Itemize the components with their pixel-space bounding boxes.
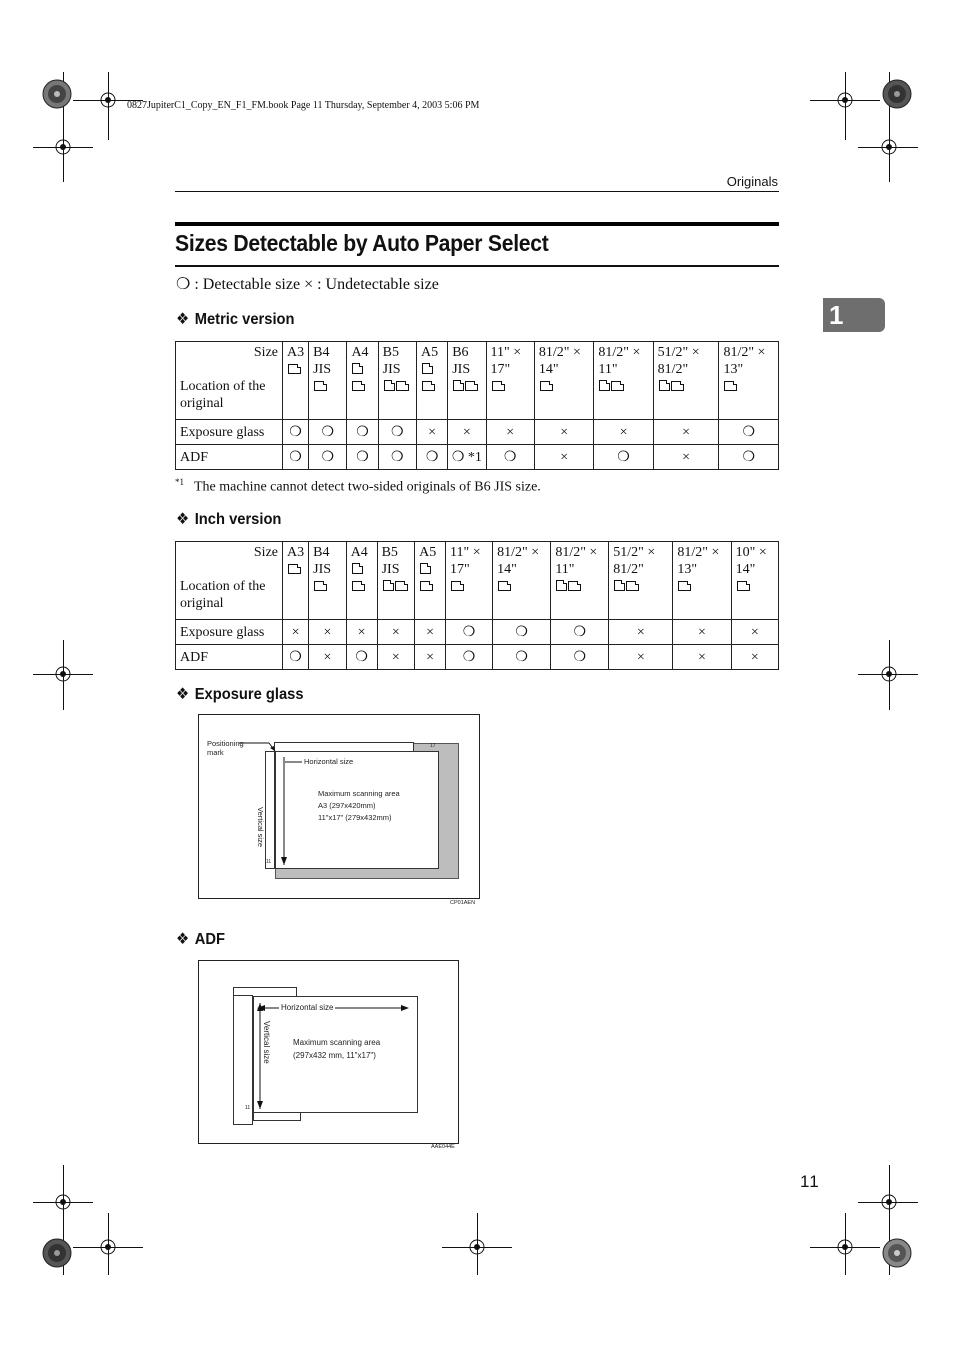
a3-dimension-label: A3 (297x420mm) <box>318 801 376 810</box>
detectability-cell: × <box>377 645 415 670</box>
metric-heading-text: Metric version <box>194 311 295 328</box>
metric-heading <box>176 309 295 329</box>
detectability-cell: ❍ <box>551 645 609 670</box>
paper-landscape-icon <box>451 581 464 591</box>
size-column-header <box>309 342 347 420</box>
size-column-label: 81/2" × 13" <box>723 345 766 377</box>
detectability-cell: × <box>346 620 377 645</box>
registration-target-icon <box>836 91 854 109</box>
detectability-cell: ❍ <box>283 645 309 670</box>
registration-target-icon <box>54 665 72 683</box>
detectability-cell: × <box>594 420 653 445</box>
size-column-header <box>378 342 416 420</box>
max-scanning-area-label: Maximum scanning area <box>318 789 400 798</box>
inch-heading-text: Inch version <box>194 511 282 528</box>
size-column-header <box>609 542 673 620</box>
detectability-cell: ❍ <box>486 445 534 470</box>
vertical-scale <box>265 751 275 869</box>
detectability-cell: ❍ <box>551 620 609 645</box>
detectability-cell: × <box>609 645 673 670</box>
vertical-dimension-arrow-icon <box>279 757 289 865</box>
running-head: Originals <box>726 174 778 189</box>
detectability-cell: ❍ <box>719 445 779 470</box>
paper-portrait-icon <box>556 580 567 591</box>
detectability-cell: ❍ <box>719 420 779 445</box>
detectability-cell: ❍ <box>283 445 309 470</box>
size-column-label: 81/2" × 14" <box>538 345 581 377</box>
table-row <box>176 620 779 645</box>
detectability-cell: ❍ <box>309 420 347 445</box>
detectability-cell: × <box>609 620 673 645</box>
exposure-glass-diagram <box>198 714 480 906</box>
size-column-header <box>594 342 653 420</box>
size-column-label: B4 JIS <box>313 345 332 377</box>
detectability-cell: × <box>673 620 731 645</box>
paper-portrait-icon <box>422 363 433 374</box>
detectability-cell: × <box>653 445 719 470</box>
exposure-glass-heading-text: Exposure glass <box>194 686 304 703</box>
detectability-cell: × <box>653 420 719 445</box>
detectability-cell: × <box>377 620 415 645</box>
size-column-label: 51/2" × 81/2" <box>657 345 700 377</box>
paper-landscape-icon <box>314 381 327 391</box>
size-column-header <box>347 342 378 420</box>
footnote-mark: *1 <box>175 477 184 487</box>
detectability-cell: × <box>731 645 778 670</box>
size-column-label: 81/2" × 11" <box>555 545 598 577</box>
adf-scale-mark-11: 11 <box>245 1105 251 1111</box>
paper-landscape-icon <box>671 381 684 391</box>
vertical-size-label: Vertical size <box>256 807 265 848</box>
color-wheel-icon <box>882 1238 912 1268</box>
detectability-cell: ❍ <box>347 420 378 445</box>
detectability-cell: × <box>415 620 446 645</box>
row-label: Exposure glass <box>176 620 283 645</box>
size-column-header <box>493 542 551 620</box>
detectability-cell: ❍ <box>446 620 493 645</box>
chapter-tab-number: 1 <box>829 300 844 330</box>
size-column-header <box>415 542 446 620</box>
header-rule <box>175 191 779 192</box>
row-label: ADF <box>176 645 283 670</box>
page-number: 11 <box>800 1172 820 1191</box>
paper-portrait-icon <box>659 380 670 391</box>
size-column-label: A5 <box>420 345 439 360</box>
size-column-header <box>719 342 779 420</box>
size-column-header <box>283 542 309 620</box>
paper-portrait-icon <box>420 563 431 574</box>
paper-portrait-icon <box>383 580 394 591</box>
color-wheel-icon <box>882 79 912 109</box>
size-column-header <box>283 342 309 420</box>
registration-target-icon <box>54 138 72 156</box>
paper-landscape-icon <box>420 581 433 591</box>
paper-landscape-icon <box>422 381 435 391</box>
exposure-glass-heading <box>176 684 304 704</box>
table-row <box>176 445 779 470</box>
size-column-header <box>731 542 778 620</box>
adf-heading <box>176 929 225 949</box>
horizontal-size-label: Horizontal size <box>304 757 354 766</box>
paper-portrait-icon <box>453 380 464 391</box>
legend: ❍ : Detectable size × : Undetectable size <box>176 276 439 293</box>
size-column-label: B5 JIS <box>382 345 401 377</box>
size-header-label: Size <box>253 345 278 360</box>
location-header-label: Location of the original <box>180 379 266 411</box>
inch-size-table <box>175 541 779 670</box>
detectability-cell: × <box>448 420 486 445</box>
detectability-cell: × <box>283 620 309 645</box>
size-header-label: Size <box>253 545 278 560</box>
size-column-label: 51/2" × 81/2" <box>613 545 656 577</box>
size-column-header <box>446 542 493 620</box>
table-row <box>176 645 779 670</box>
size-column-header <box>377 542 415 620</box>
paper-landscape-icon <box>352 581 365 591</box>
figure-code: CP01AEN <box>450 900 476 906</box>
paper-landscape-icon <box>611 381 624 391</box>
positioning-mark-label: Positioning mark <box>207 739 244 757</box>
detectability-cell: ❍ <box>378 445 416 470</box>
adf-vertical-size-label: Vertical size <box>262 1021 271 1064</box>
size-column-label: 11" × 17" <box>490 345 522 377</box>
size-column-label: A4 <box>351 345 369 360</box>
size-column-header <box>309 542 347 620</box>
detectability-cell: × <box>309 645 347 670</box>
paper-landscape-icon <box>395 581 408 591</box>
location-header-label: Location of the original <box>180 579 266 611</box>
adf-heading-text: ADF <box>194 931 225 948</box>
color-wheel-icon <box>42 79 72 109</box>
paper-landscape-icon <box>540 381 553 391</box>
detectability-cell: ❍ <box>594 445 653 470</box>
paper-portrait-icon <box>352 363 363 374</box>
size-column-header <box>346 542 377 620</box>
detectability-cell: × <box>415 645 446 670</box>
footnote-text: The machine cannot detect two-sided originals of B6 JIS size. <box>194 479 541 495</box>
corner-header-cell <box>176 542 283 620</box>
registration-target-icon <box>468 1238 486 1256</box>
registration-target-icon <box>54 1193 72 1211</box>
detectability-cell: × <box>416 420 447 445</box>
registration-target-icon <box>880 665 898 683</box>
detectability-cell: ❍ <box>493 645 551 670</box>
detectability-cell: × <box>486 420 534 445</box>
adf-horizontal-size-label: Horizontal size <box>281 1003 334 1012</box>
paper-landscape-icon <box>737 581 750 591</box>
paper-landscape-icon <box>498 581 511 591</box>
page-title: Sizes Detectable by Auto Paper Select <box>175 230 549 256</box>
paper-landscape-icon <box>678 581 691 591</box>
size-column-label: A5 <box>419 545 437 560</box>
detectability-cell: ❍ <box>347 445 378 470</box>
size-column-header <box>673 542 731 620</box>
registration-target-icon <box>880 138 898 156</box>
metric-size-table <box>175 341 779 470</box>
detectability-cell: ❍ <box>346 645 377 670</box>
detectability-cell: × <box>309 620 347 645</box>
diamond-bullet-icon: ❖ <box>176 684 190 703</box>
registration-target-icon <box>99 1238 117 1256</box>
paper-landscape-icon <box>288 564 301 574</box>
detectability-cell: ❍ <box>416 445 447 470</box>
size-column-header <box>551 542 609 620</box>
table-row <box>176 420 779 445</box>
table-header-row <box>176 542 779 620</box>
scale-mark-11: 11 <box>266 859 272 865</box>
adf-figure-code: AAE044E <box>431 1144 455 1150</box>
size-column-label: 11" × 17" <box>450 545 481 577</box>
size-column-header <box>448 342 486 420</box>
paper-landscape-icon <box>626 581 639 591</box>
title-bottom-rule <box>175 265 779 267</box>
detectability-cell: ❍ <box>493 620 551 645</box>
size-column-header <box>653 342 719 420</box>
size-column-label: A3 <box>287 545 305 560</box>
size-column-label: 81/2" × 11" <box>598 345 641 377</box>
diamond-bullet-icon: ❖ <box>176 509 190 528</box>
registration-target-icon <box>836 1238 854 1256</box>
detectability-cell: × <box>731 620 778 645</box>
detectability-cell: ❍ <box>283 420 309 445</box>
paper-landscape-icon <box>396 381 409 391</box>
detectability-cell: ❍ <box>309 445 347 470</box>
detectability-cell: ❍ <box>446 645 493 670</box>
detectability-cell: ❍ *1 <box>448 445 486 470</box>
size-column-label: B4 JIS <box>313 545 332 577</box>
ledger-dimension-label: 11"x17" (279x432mm) <box>318 813 392 822</box>
paper-landscape-icon <box>352 381 365 391</box>
scale-mark-17: 17 <box>430 743 436 749</box>
file-info-line: 0827JupiterC1_Copy_EN_F1_FM.book Page 11 Thursday, September 4, 2003 5:06 PM <box>127 100 480 111</box>
detectability-cell: × <box>534 420 594 445</box>
diamond-bullet-icon: ❖ <box>176 309 190 328</box>
registration-target-icon <box>880 1193 898 1211</box>
adf-dimension-label: (297x432 mm, 11"x17") <box>293 1051 376 1060</box>
size-column-header <box>534 342 594 420</box>
registration-target-icon <box>99 91 117 109</box>
size-column-header <box>486 342 534 420</box>
size-column-label: B5 JIS <box>381 545 400 577</box>
detectability-cell: ❍ <box>378 420 416 445</box>
inch-heading <box>176 509 281 529</box>
paper-landscape-icon <box>465 381 478 391</box>
row-label: ADF <box>176 445 283 470</box>
size-column-label: A4 <box>350 545 368 560</box>
size-column-header <box>416 342 447 420</box>
title-top-rule <box>175 222 779 226</box>
paper-portrait-icon <box>352 563 363 574</box>
paper-portrait-icon <box>599 380 610 391</box>
adf-max-scanning-area-label: Maximum scanning area <box>293 1038 381 1047</box>
paper-landscape-icon <box>492 381 505 391</box>
row-label: Exposure glass <box>176 420 283 445</box>
paper-landscape-icon <box>568 581 581 591</box>
diamond-bullet-icon: ❖ <box>176 929 190 948</box>
size-column-label: A3 <box>287 345 305 360</box>
size-column-label: 81/2" × 13" <box>677 545 720 577</box>
table-header-row <box>176 342 779 420</box>
paper-landscape-icon <box>724 381 737 391</box>
paper-landscape-icon <box>314 581 327 591</box>
metric-footnote <box>175 477 541 496</box>
size-column-label: 81/2" × 14" <box>497 545 540 577</box>
paper-landscape-icon <box>288 364 301 374</box>
size-column-label: B6 JIS <box>452 345 471 377</box>
adf-diagram <box>198 960 459 1150</box>
paper-portrait-icon <box>384 380 395 391</box>
color-wheel-icon <box>42 1238 72 1268</box>
paper-portrait-icon <box>614 580 625 591</box>
corner-header-cell <box>176 342 283 420</box>
size-column-label: 10" × 14" <box>735 545 767 577</box>
detectability-cell: × <box>534 445 594 470</box>
detectability-cell: × <box>673 645 731 670</box>
